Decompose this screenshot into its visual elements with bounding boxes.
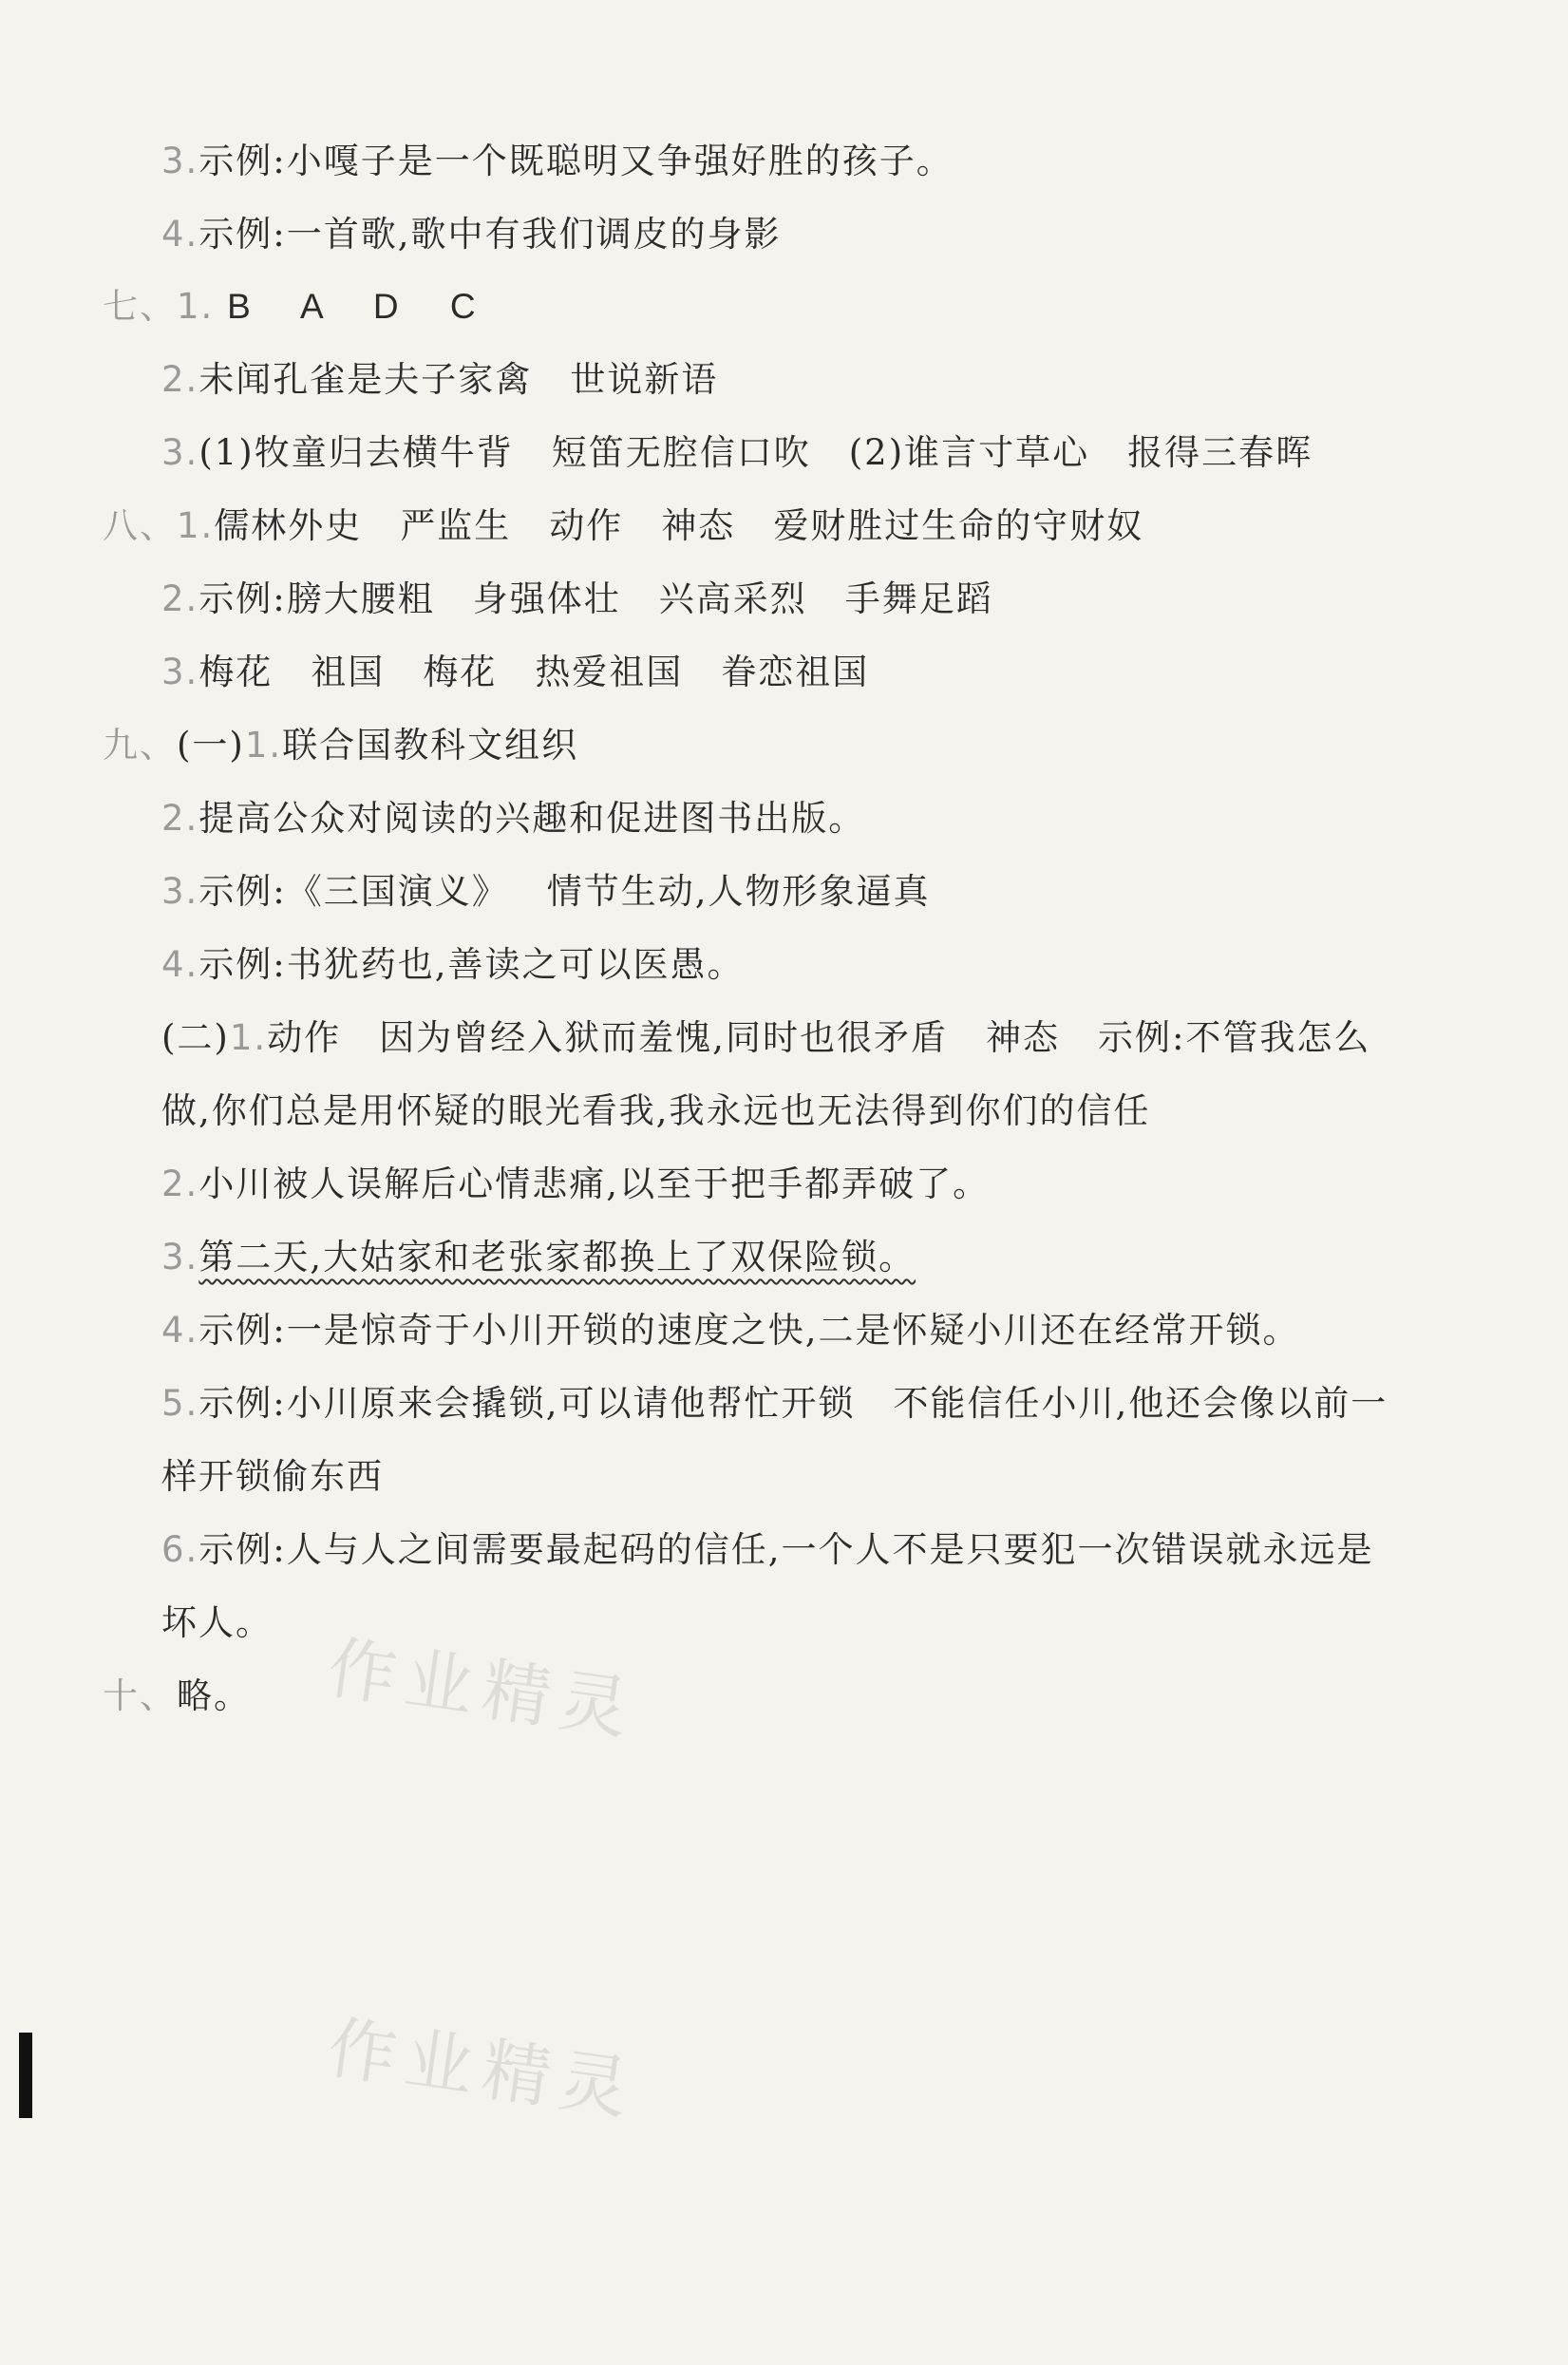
watermark: 作业精灵 bbox=[322, 2007, 643, 2130]
answer-line: 3.梅花 祖国 梅花 热爱祖国 眷恋祖国 bbox=[161, 652, 870, 692]
answer-line: 2.小川被人误解后心情悲痛,以至于把手都弄破了。 bbox=[161, 1164, 991, 1204]
answer-line: 5.示例:小川原来会撬锁,可以请他帮忙开锁 不能信任小川,他还会像以前一 bbox=[161, 1383, 1389, 1424]
answer-line: 4.示例:一首歌,歌中有我们调皮的身影 bbox=[161, 214, 782, 255]
answer-line: 3.(1)牧童归去横牛背 短笛无腔信口吹 (2)谁言寸草心 报得三春晖 bbox=[161, 432, 1313, 473]
section-eight: 八、1.儒林外史 严监生 动作 神态 爱财胜过生命的守财奴 bbox=[103, 505, 1144, 546]
answer-line: 4.示例:一是惊奇于小川开锁的速度之快,二是怀疑小川还在经常开锁。 bbox=[161, 1310, 1300, 1351]
answer-line: 3.示例:《三国演义》 情节生动,人物形象逼真 bbox=[161, 871, 931, 912]
section-seven: 七、1. B A D C bbox=[103, 286, 497, 327]
answer-line: 3.示例:小嘎子是一个既聪明又争强好胜的孩子。 bbox=[161, 141, 954, 181]
answer-line: 做,你们总是用怀疑的眼光看我,我永远也无法得到你们的信任 bbox=[161, 1090, 1151, 1131]
answer-line: (二)1.动作 因为曾经入狱而羞愧,同时也很矛盾 神态 示例:不管我怎么 bbox=[161, 1017, 1371, 1058]
answer-line: 坏人。 bbox=[161, 1602, 273, 1643]
scan-edge-mark bbox=[19, 2033, 32, 2118]
answer-line: 2.提高公众对阅读的兴趣和促进图书出版。 bbox=[161, 798, 866, 839]
answer-line: 2.示例:膀大腰粗 身强体壮 兴高采烈 手舞足蹈 bbox=[161, 578, 993, 619]
underlined-answer: 第二天,大姑家和老张家都换上了双保险锁。 bbox=[198, 1237, 916, 1277]
answer-line: 6.示例:人与人之间需要最起码的信任,一个人不是只要犯一次错误就永远是 bbox=[161, 1529, 1374, 1570]
answer-line: 3.第二天,大姑家和老张家都换上了双保险锁。 bbox=[161, 1237, 916, 1277]
watermark: 作业精灵 bbox=[322, 1627, 643, 1750]
answer-line: 样开锁偷东西 bbox=[161, 1456, 384, 1497]
section-ten: 十、略。 bbox=[103, 1675, 251, 1716]
answer-line: 2.未闻孔雀是夫子家禽 世说新语 bbox=[161, 359, 719, 400]
section-nine: 九、(一)1.联合国教科文组织 bbox=[103, 725, 579, 766]
answer-line: 4.示例:书犹药也,善读之可以医愚。 bbox=[161, 944, 745, 985]
